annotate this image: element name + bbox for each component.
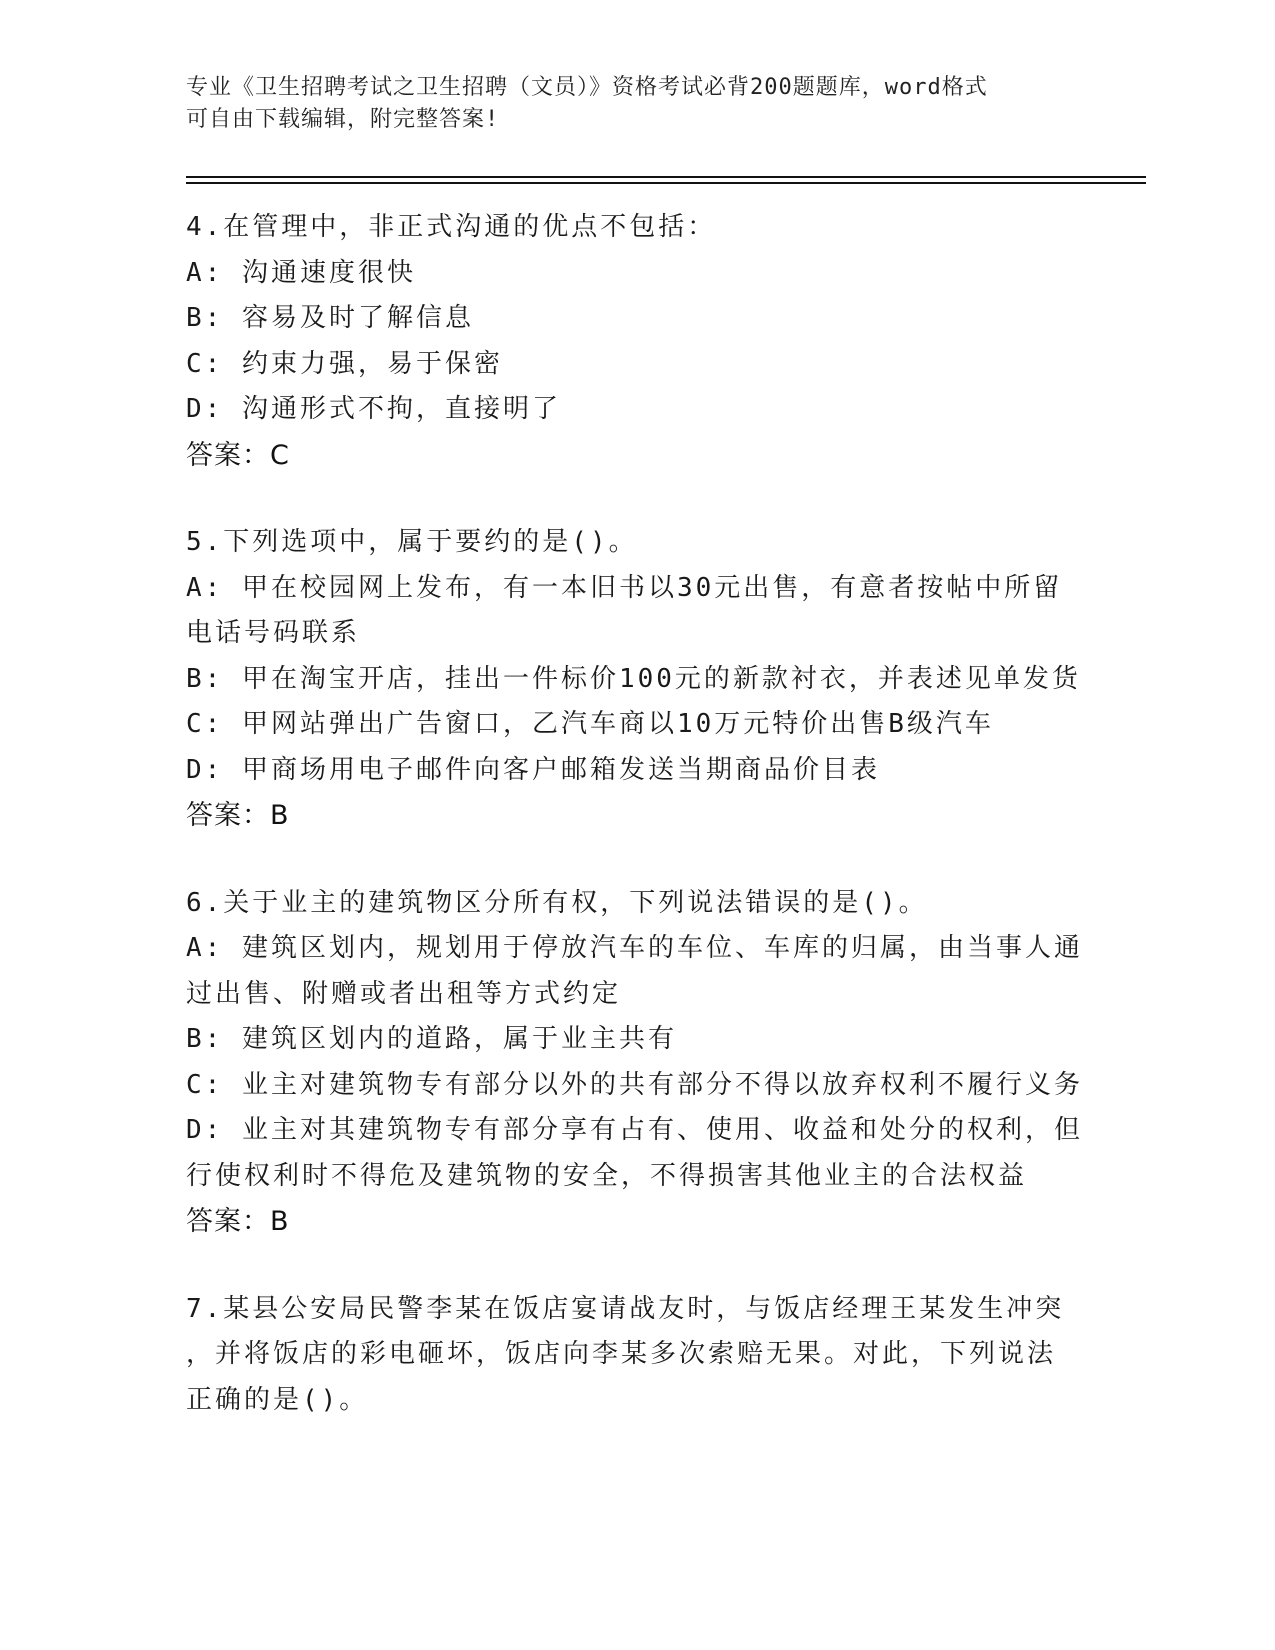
question-stem: 4.在管理中，非正式沟通的优点不包括： — [186, 212, 717, 242]
option-c: C: 约束力强，易于保密 — [186, 348, 503, 379]
option-a: A: 沟通速度很快 — [186, 257, 416, 288]
header-title-line-2: 可自由下载编辑，附完整答案! — [186, 107, 500, 132]
question-list — [186, 205, 1086, 1465]
question-stem: 7.某县公安局民警李某在饭店宴请战友时，与饭店经理王某发生冲突 — [186, 1293, 1065, 1324]
answer-line: 答案：B — [186, 800, 290, 831]
option-d: D: 甲商场用电子邮件向客户邮箱发送当期商品价目表 — [186, 754, 880, 785]
header-divider-top — [186, 176, 1146, 178]
option-a-continued: 电话号码联系 — [186, 618, 361, 648]
option-a: A: 建筑区划内，规划用于停放汽车的车位、车库的归属，由当事人通 — [186, 933, 1083, 963]
option-d: D: 沟通形式不拘，直接明了 — [186, 394, 561, 424]
question-6 — [186, 881, 1086, 1245]
header-divider-bottom — [186, 182, 1146, 184]
option-b: B: 容易及时了解信息 — [186, 303, 474, 333]
question-stem: 5.下列选项中，属于要约的是()。 — [186, 527, 638, 557]
document-header — [186, 72, 1066, 136]
question-stem-continued: ，并将饭店的彩电砸坏，饭店向李某多次索赔无果。对此，下列说法 — [186, 1339, 1057, 1369]
option-d-continued: 行使权利时不得危及建筑物的安全，不得损害其他业主的合法权益 — [186, 1160, 1028, 1191]
option-a: A: 甲在校园网上发布，有一本旧书以30元出售，有意者按帖中所留 — [186, 572, 1063, 603]
answer-line: 答案：C — [186, 439, 290, 471]
question-stem: 6.关于业主的建筑物区分所有权，下列说法错误的是()。 — [186, 887, 928, 918]
option-d: D: 业主对其建筑物专有部分享有占有、使用、收益和处分的权利，但 — [186, 1115, 1083, 1145]
option-a-continued: 过出售、附赠或者出租等方式约定 — [186, 978, 622, 1009]
option-b: B: 甲在淘宝开店，挂出一件标价100元的新款衬衣，并表述见单发货 — [186, 663, 1081, 694]
question-5 — [186, 520, 1086, 839]
question-stem-continued: 正确的是()。 — [186, 1384, 369, 1415]
header-title-line-1: 专业《卫生招聘考试之卫生招聘（文员）》资格考试必背200题题库，word格式 — [186, 75, 988, 100]
option-b: B: 建筑区划内的道路，属于业主共有 — [186, 1024, 677, 1054]
option-c: C: 甲网站弹出广告窗口，乙汽车商以10万元特价出售B级汽车 — [186, 709, 994, 739]
question-7 — [186, 1287, 1086, 1424]
option-c: C: 业主对建筑物专有部分以外的共有部分不得以放弃权利不履行义务 — [186, 1069, 1083, 1100]
question-4 — [186, 205, 1086, 478]
answer-line: 答案：B — [186, 1206, 290, 1237]
